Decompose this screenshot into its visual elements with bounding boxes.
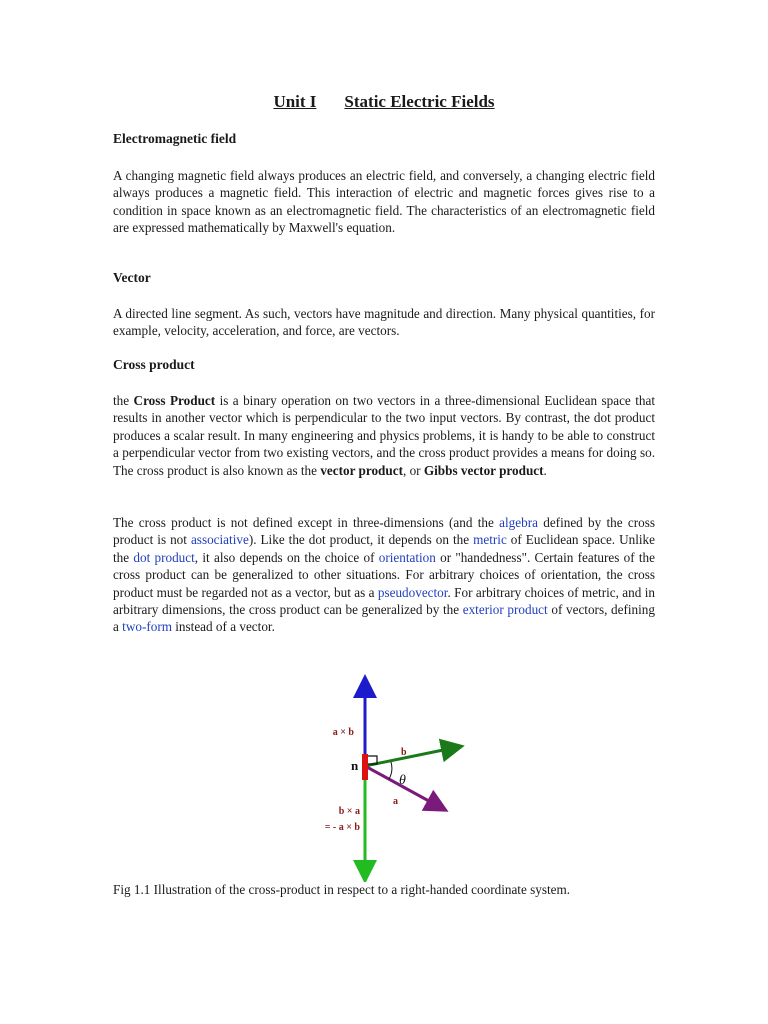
text-run: the xyxy=(113,393,134,408)
text-run: is a binary operation on two vectors in a three-dimensional Euclidean space that results in another vector which is perpendicular to the two input vectors. By contrast, the dot product produces a scalar result. In many engineering and physics problems, it is handy to be able to construct a perpendicular vector from two existing vectors, and the cross product provides a means for doing so. The cross product is also known as the xyxy=(113,393,655,478)
term-vector-product: vector product xyxy=(320,462,403,478)
link-exterior-product[interactable]: exterior product xyxy=(462,602,548,618)
text-run: , it also depends on the choice of xyxy=(194,549,379,565)
label-theta: θ xyxy=(399,773,406,788)
text-run: . For arbitrary choices of metric, and in arbitrary dimensions, the cross product can be generalized by the xyxy=(113,584,655,618)
link-orientation[interactable]: orientation xyxy=(378,549,436,565)
text-run: of vectors, defining a xyxy=(113,602,655,635)
label-a: a xyxy=(393,796,398,807)
heading-electromagnetic-field: Electromagnetic field xyxy=(113,131,237,146)
paragraph-cross-product-properties xyxy=(113,514,655,636)
paragraph-electromagnetic-field: A changing magnetic field always produces an electric field, and conversely, a changing electric field always produces a magnetic field. This interaction of electric and magnetic forces gives rise to a condition in space known as an electromagnetic field. The characteristics of an electromagnetic field are expressed mathematically by Maxwell's equation. xyxy=(113,168,655,236)
figure-caption: Fig 1.1 Illustration of the cross-product in respect to a right-handed coordinate system. xyxy=(113,882,571,897)
page-title xyxy=(0,92,768,112)
text-run: or "handedness". Certain features of the cross product can be generalized to other situations. For arbitrary choices of orientation, the cross product must be regarded not as a vector, but as a xyxy=(113,549,655,600)
text-run: instead of a vector. xyxy=(171,619,275,635)
term-gibbs-vector-product: Gibbs vector product xyxy=(423,462,544,478)
text-run: defined by the cross product is not xyxy=(113,515,655,548)
unit-label: Unit I xyxy=(273,92,317,111)
text-run: . xyxy=(543,462,547,478)
angle-arc xyxy=(389,762,392,779)
text-run: ). Like the dot product, it depends on the xyxy=(248,532,474,548)
text-run: , or xyxy=(402,462,424,478)
link-associative[interactable]: associative xyxy=(190,532,249,548)
heading-vector: Vector xyxy=(113,270,151,285)
link-dot-product[interactable]: dot product xyxy=(133,549,195,565)
link-metric[interactable]: metric xyxy=(473,532,507,548)
heading-cross-product: Cross product xyxy=(113,357,195,372)
label-b: b xyxy=(401,747,407,758)
text-run: of Euclidean space. Unlike the xyxy=(113,532,656,565)
cross-product-diagram xyxy=(305,672,465,882)
label-n: n xyxy=(351,758,359,773)
label-a-cross-b: a × b xyxy=(332,727,354,738)
text-run: The cross product is not defined except in three-dimensions (and the xyxy=(113,515,500,530)
link-algebra[interactable]: algebra xyxy=(499,515,538,530)
link-pseudovector[interactable]: pseudovector xyxy=(377,584,448,600)
origin-marker xyxy=(362,754,368,780)
vector-b xyxy=(365,748,453,766)
label-neg-a-cross-b: = - a × b xyxy=(324,822,360,833)
term-cross-product: Cross Product xyxy=(133,393,216,408)
paragraph-cross-product-definition xyxy=(113,392,655,479)
label-b-cross-a: b × a xyxy=(338,806,360,817)
paragraph-vector: A directed line segment. As such, vectors have magnitude and direction. Many physical quantities, for example, velocity, acceleration, and force, are vectors. xyxy=(113,306,655,339)
link-two-form[interactable]: two-form xyxy=(122,619,172,635)
unit-name: Static Electric Fields xyxy=(344,92,495,111)
